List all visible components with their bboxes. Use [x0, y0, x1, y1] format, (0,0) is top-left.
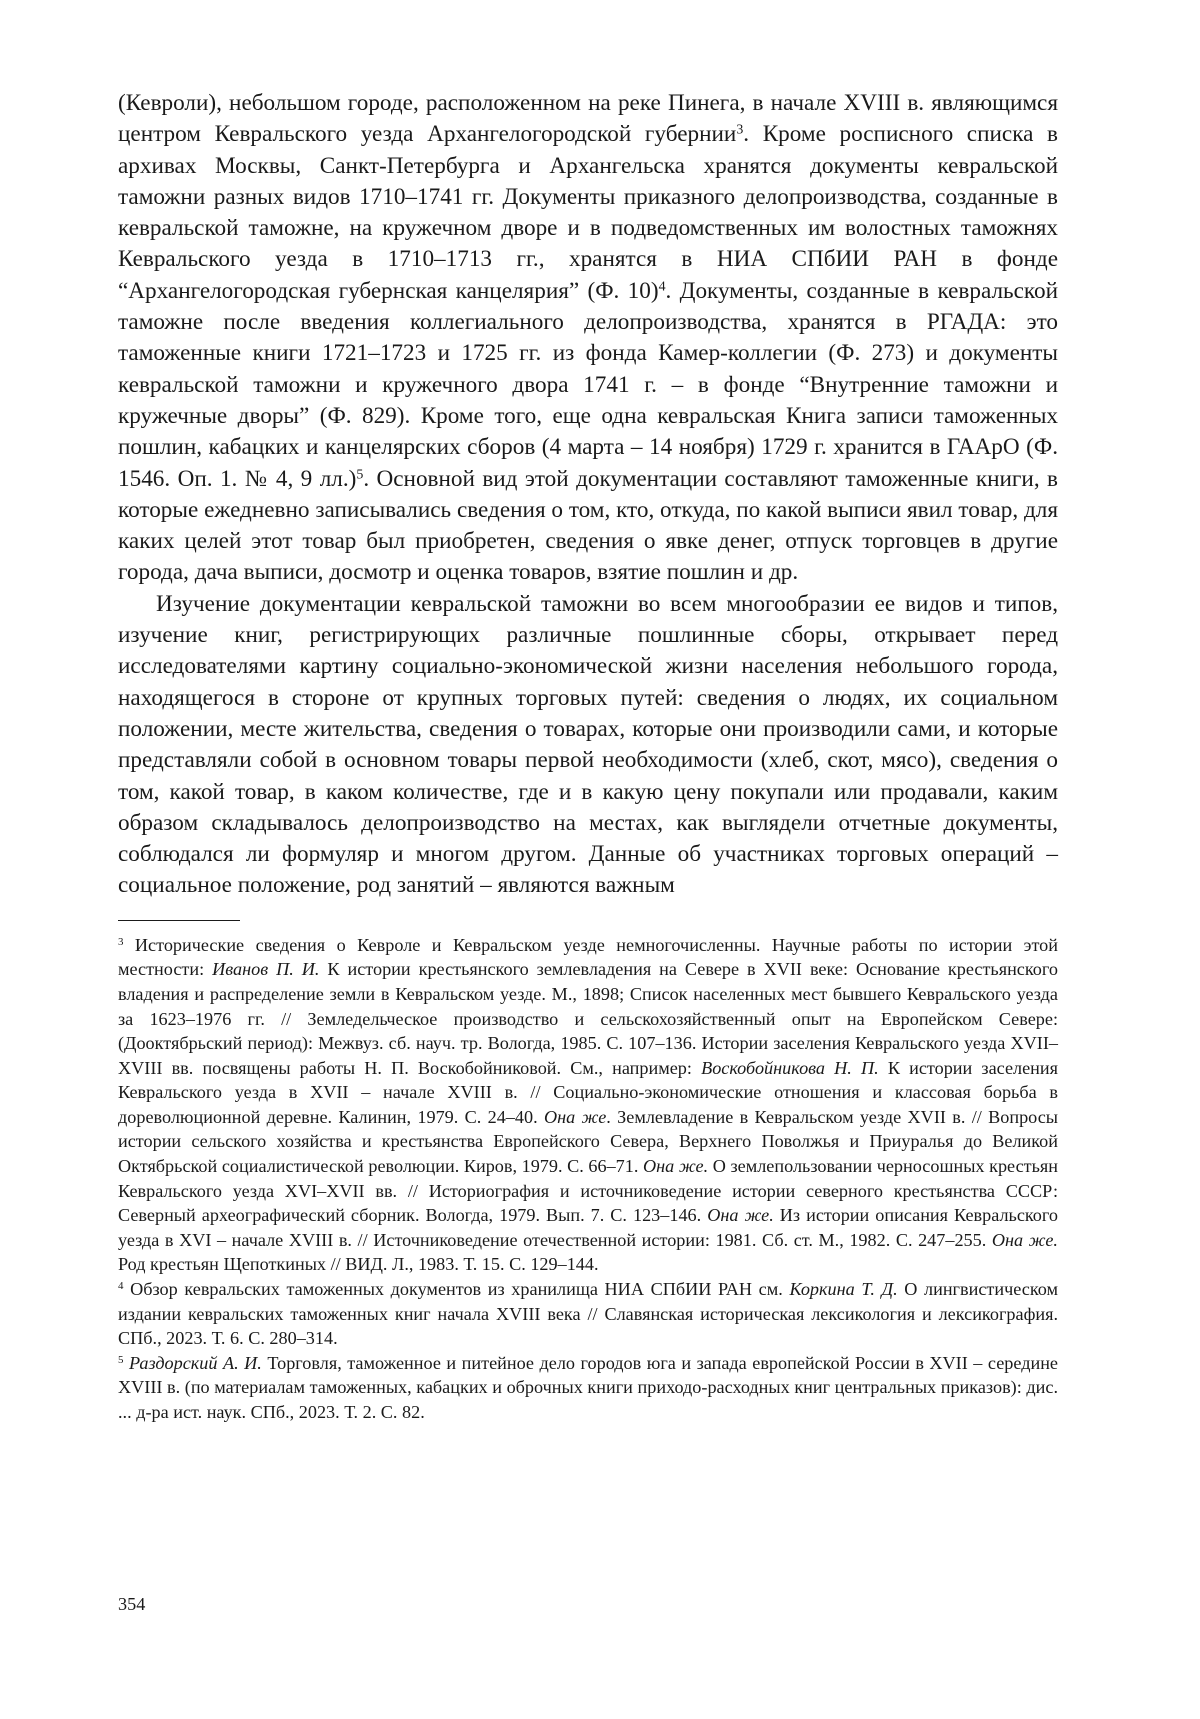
- footnote-ref-3[interactable]: 3: [736, 123, 743, 138]
- footnote-text: Торговля, таможенное и питейное дело городов юга и запада европейской России в XVII – середине XVIII в. (по материалам таможенных, кабацких и оброчных книги приходо-расходных книг центральных приказов): дис. ... д-ра ист. наук. СПб., 2023. Т. 2. С. 82.: [118, 1353, 1058, 1422]
- footnote-text: О лингвистическом издании кевральских таможенных книг начала XVIII века // Славянская историческая лексикология и лексикография. СПб., 2023. Т. 6. С. 280–314.: [118, 1279, 1058, 1348]
- footnote-ref-4[interactable]: 4: [659, 279, 666, 294]
- footnote-text: Род крестьян Щепоткиных // ВИД. Л., 1983. Т. 15. С. 129–144.: [118, 1254, 599, 1274]
- footnote-text: Исторические сведения о Кевроле и Кевральском уезде немногочисленны. Научные работы по истории этой местности:: [118, 935, 1058, 980]
- paragraph-1-part-d: . Основной вид этой документации составляют таможенные книги, в которые ежедневно записывались сведения о том, кто, откуда, по какой выписи явил товар, для каких целей этот товар был приобретен, сведения о явке денег, отпуск торговцев в другие города, дача выписи, досмотр и оценка товаров, взятие пошлин и др.: [118, 466, 1058, 586]
- footnote-divider: [118, 920, 240, 921]
- footnote-text: О землепользовании черносошных крестьян Кевральского уезда XVI–XVII вв. // Историография и источниковедение истории северного крестьянства СССР: Северный археографический сборник. Вологда, 1979. Вып. 7. С. 123–146.: [118, 1156, 1058, 1225]
- footnote-text: К истории заселения Кевральского уезда в XVII – начале XVIII в. // Социально-экономические отношения и классовая борьба в дореволюционной деревне. Калинин, 1979. С. 24–40.: [118, 1058, 1058, 1127]
- footnote-author: Воскобойникова Н. П.: [701, 1058, 879, 1078]
- footnote-ref-5[interactable]: 5: [356, 467, 363, 482]
- footnote-author: Иванов П. И.: [212, 959, 319, 979]
- paragraph-1: [118, 88, 1058, 589]
- footnote-4: [118, 1277, 1058, 1351]
- footnote-text: К истории крестьянского землевладения на Севере в XVII веке: Основание крестьянского владения и распределение земли в Кевральском уезде. М., 1898; Список населенных мест бывшего Кевральского уезда за 1623–1976 гг. // Земледельческое производство и сельскохозяйственный опыт на Европейском Севере: (Дооктябрьский период): Межвуз. сб. науч. тр. Вологда, 1985. С. 107–136. Истории заселения Кевральского уезда XVII–XVIII вв. посвящены работы Н. П. Воскобойниковой. См., например:: [118, 959, 1058, 1077]
- footnote-number: 4: [118, 1280, 123, 1292]
- footnote-author: Она же: [544, 1107, 606, 1127]
- paragraph-1-part-c: . Документы, созданные в кевральской таможне после введения коллегиального делопроизводства, хранятся в РГАДА: это таможенные книги 1721–1723 и 1725 гг. из фонда Камер-коллегии (Ф. 273) и документы кевральской таможни и кружечного двора 1741 г. – в фонде “Внутренние таможни и кружечные дворы” (Ф. 829). Кроме того, еще одна кевральская Книга записи таможенных пошлин, кабацких и канцелярских сборов (4 марта – 14 ноября) 1729 г. хранится в ГААрО (Ф. 1546. Оп. 1. № 4, 9 лл.): [118, 278, 1058, 492]
- page-number: 354: [118, 1592, 145, 1616]
- footnote-text: Из истории описания Кевральского уезда в XVI – начале XVIII в. // Источниковедение отечественной истории: 1981. Сб. ст. М., 1982. С. 247–255.: [118, 1205, 1058, 1250]
- footnotes: [118, 933, 1058, 1425]
- footnote-author: Она же.: [643, 1156, 708, 1176]
- footnote-author: Она же.: [707, 1205, 774, 1225]
- footnote-author: Коркина Т. Д.: [789, 1279, 897, 1299]
- footnote-number: 5: [118, 1354, 123, 1366]
- paragraph-1-part-b: . Кроме росписного списка в архивах Москвы, Санкт-Петербурга и Архангельска хранятся документы кевральской таможни разных видов 1710–1741 гг. Документы приказного делопроизводства, созданные в кевральской таможне, на кружечном дворе и в подведомственных им волостных таможнях Кевральского уезда в 1710–1713 гг., хранятся в НИА СПбИИ РАН в фонде “Архангелогородская губернская канцелярия” (Ф. 10): [118, 121, 1058, 303]
- paragraph-1-part-a: (Кевроли), небольшом городе, расположенном на реке Пинега, в начале XVIII в. являющимся центром Кевральского уезда Архангелогородской губернии: [118, 90, 1058, 147]
- footnote-author: Раздорский А. И.: [123, 1353, 261, 1373]
- main-text: [118, 88, 1058, 902]
- paragraph-2: Изучение документации кевральской таможни во всем многообразии ее видов и типов, изучение книг, регистрирующих различные пошлинные сборы, открывает перед исследователями картину социально-экономической жизни населения небольшого города, находящегося в стороне от крупных торговых путей: сведения о людях, их социальном положении, месте жительства, сведения о товарах, которые они производили сами, и которые представляли собой в основном товары первой необходимости (хлеб, скот, мясо), сведения о том, какой товар, в каком количестве, где и в какую цену покупали или продавали, каким образом складывалось делопроизводство на местах, как выглядели отчетные документы, соблюдался ли формуляр и многом другом. Данные об участниках торговых операций – социальное положение, род занятий – являются важным: [118, 589, 1058, 902]
- footnote-author: Она же.: [992, 1230, 1058, 1250]
- page-content: [118, 88, 1058, 1425]
- footnote-number: 3: [118, 936, 123, 948]
- footnote-5: [118, 1351, 1058, 1425]
- footnote-3: [118, 933, 1058, 1277]
- footnote-text: Обзор кевральских таможенных документов из хранилища НИА СПбИИ РАН см.: [123, 1279, 789, 1299]
- footnote-text: . Землевладение в Кевральском уезде XVII в. // Вопросы истории сельского хозяйства и крестьянства Европейского Севера, Верхнего Поволжья и Приуралья до Великой Октябрьской социалистической революции. Киров, 1979. С. 66–71.: [118, 1107, 1058, 1176]
